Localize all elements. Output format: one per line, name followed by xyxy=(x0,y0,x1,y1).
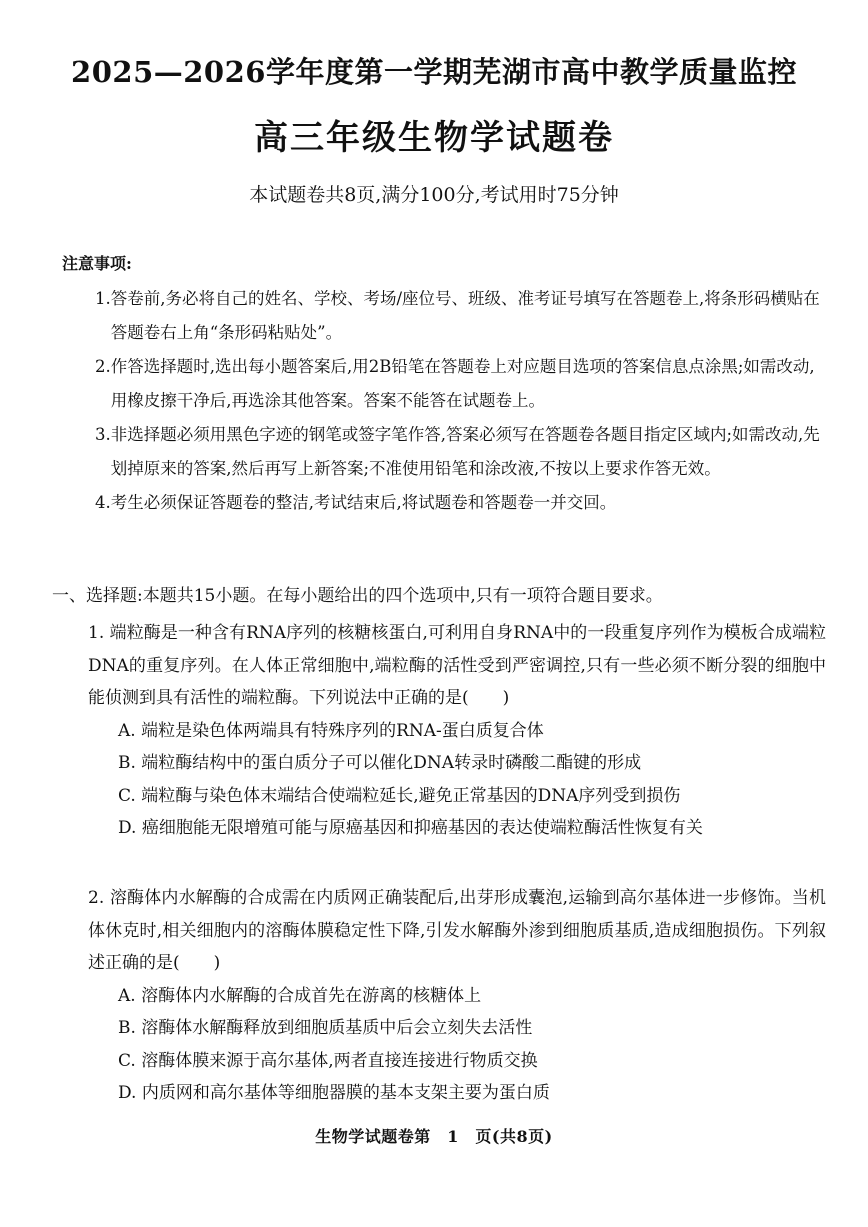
notice-list xyxy=(95,282,830,520)
notice-item-number: 1. xyxy=(95,289,111,308)
option-b: B. 端粒酶结构中的蛋白质分子可以催化DNA转录时磷酸二酯键的形成 xyxy=(118,753,642,773)
notice-item-number: 3. xyxy=(95,425,111,444)
question-1 xyxy=(88,617,826,845)
section-heading: 一、选择题:本题共15小题。在每小题给出的四个选项中,只有一项符合题目要求。 xyxy=(52,586,663,606)
notice-item-text: 答卷前,务必将自己的姓名、学校、考场/座位号、班级、准考证号填写在答题卷上,将条形码横贴在答题卷右上角“条形码粘贴处”。 xyxy=(110,289,820,342)
notice-item xyxy=(95,486,830,520)
notice-heading: 注意事项: xyxy=(62,254,132,273)
notice-item-number: 2. xyxy=(95,357,111,376)
question-2 xyxy=(88,882,826,1110)
question-stem: 2. 溶酶体内水解酶的合成需在内质网正确装配后,出芽形成囊泡,运输到高尔基体进一步修饰。当机体休克时,相关细胞内的溶酶体膜稳定性下降,引发水解酶外渗到细胞质基质,造成细胞损伤。下列叙述正确的是( ) xyxy=(88,888,826,973)
option-a: A. 溶酶体内水解酶的合成首先在游离的核糖体上 xyxy=(118,985,482,1006)
notice-item-text: 作答选择题时,选出每小题答案后,用2B铅笔在答题卷上对应题目选项的答案信息点涂黑;如需改动,用橡皮擦干净后,再选涂其他答案。答案不能答在试题卷上。 xyxy=(110,357,815,410)
option-a: A. 端粒是染色体两端具有特殊序列的RNA-蛋白质复合体 xyxy=(118,720,544,741)
option-d: D. 癌细胞能无限增殖可能与原癌基因和抑癌基因的表达使端粒酶活性恢复有关 xyxy=(118,818,703,838)
option-c: C. 溶酶体膜来源于高尔基体,两者直接连接进行物质交换 xyxy=(118,1050,538,1071)
option-c: C. 端粒酶与染色体末端结合使端粒延长,避免正常基因的DNA序列受到损伤 xyxy=(118,785,681,806)
notice-item xyxy=(95,350,830,418)
exam-subtitle: 高三年级生物学试题卷 xyxy=(254,118,614,158)
page-footer: 生物学试题卷第 1 页(共8页) xyxy=(315,1127,553,1146)
notice-item-number: 4. xyxy=(95,493,111,512)
notice-item-text: 考生必须保证答题卷的整洁,考试结束后,将试题卷和答题卷一并交回。 xyxy=(110,493,617,512)
option-b: B. 溶酶体水解酶释放到细胞质基质中后会立刻失去活性 xyxy=(118,1018,533,1038)
notice-item-text: 非选择题必须用黑色字迹的钢笔或签字笔作答,答案必须写在答题卷各题目指定区域内;如需改动,先划掉原来的答案,然后再写上新答案;不准使用铅笔和涂改液,不按以上要求作答无效。 xyxy=(110,425,820,478)
exam-title: 2025—2026学年度第一学期芜湖市高中教学质量监控 xyxy=(71,55,797,89)
notice-item xyxy=(95,282,830,350)
question-stem: 1. 端粒酶是一种含有RNA序列的核糖核蛋白,可利用自身RNA中的一段重复序列作为模板合成端粒DNA的重复序列。在人体正常细胞中,端粒酶的活性受到严密调控,只有一些必须不断分裂的细胞中能侦测到具有活性的端粒酶。下列说法中正确的是( ) xyxy=(88,623,826,708)
exam-info: 本试题卷共8页,满分100分,考试用时75分钟 xyxy=(249,184,619,206)
notice-item xyxy=(95,418,830,486)
option-d: D. 内质网和高尔基体等细胞器膜的基本支架主要为蛋白质 xyxy=(118,1083,550,1103)
